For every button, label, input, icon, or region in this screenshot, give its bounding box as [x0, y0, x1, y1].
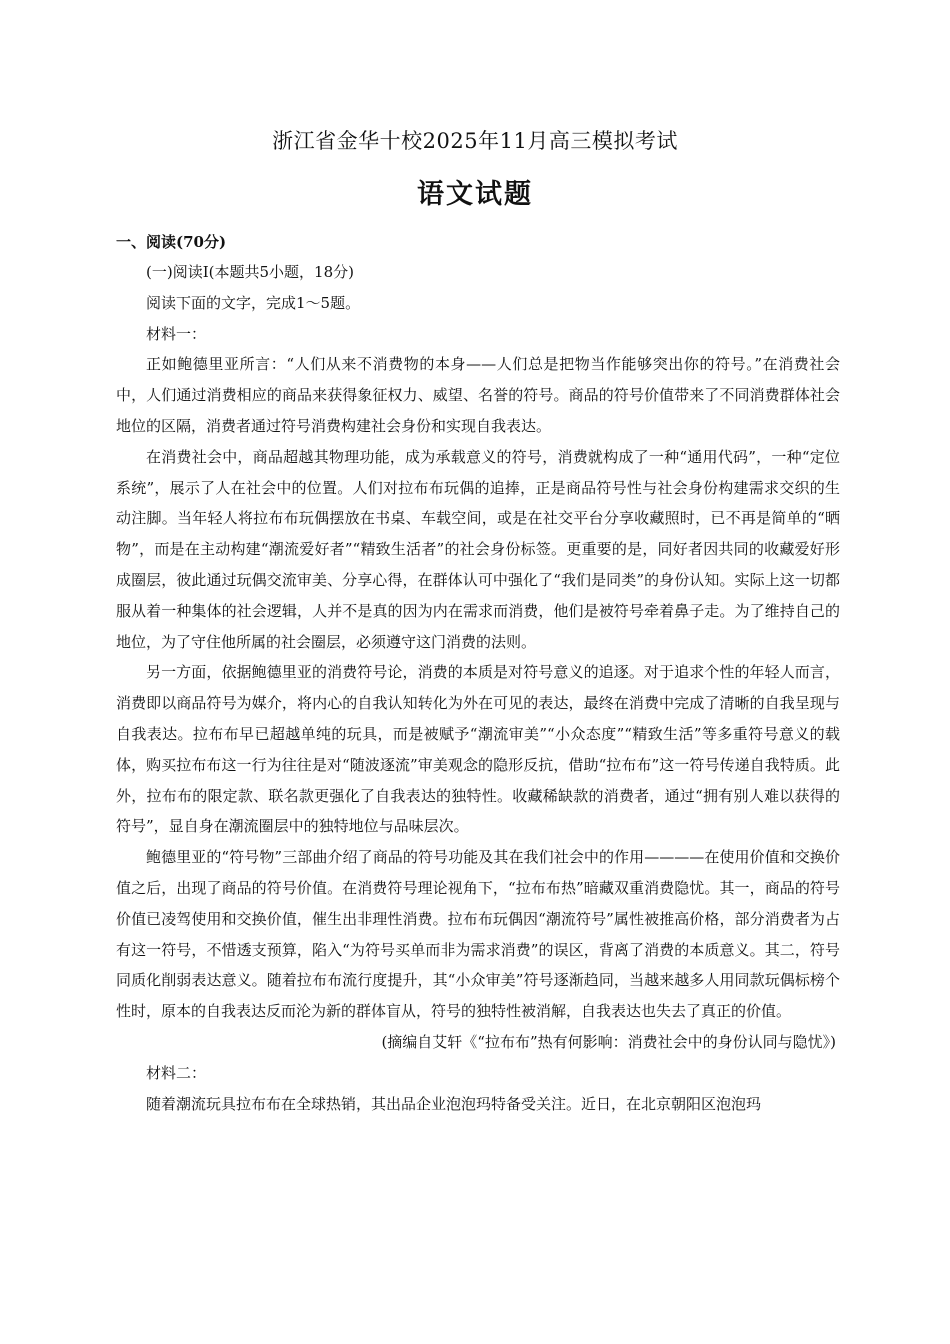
material-one-paragraph-2: 在消费社会中，商品超越其物理功能，成为承载意义的符号，消费就构成了一种“通用代码”，一种“定位系统”，展示了人在社会中的位置。人们对拉布布玩偶的追捧，正是商品符号性与社会身份构建需求交织的生动注脚。当年轻人将拉布布玩偶摆放在书桌、车载空间，或是在社交平台分享收藏照时，已不再是简单的“晒物”，而是在主动构建“潮流爱好者”“精致生活者”的社会身份标签。更重要的是，同好者因共同的收藏爱好形成圈层，彼此通过玩偶交流审美、分享心得，在群体认可中强化了“我们是同类”的身份认知。实际上这一切都服从着一种集体的社会逻辑，人并不是真的因为内在需求而消费，他们是被符号牵着鼻子走。为了维持自己的地位，为了守住他所属的社会圈层，必须遵守这门消费的法则。 — [116, 447, 840, 651]
reading-passage — [116, 257, 840, 1119]
sub-heading: (一)阅读Ⅰ(本题共5小题，18分) — [146, 263, 354, 281]
material-one-label: 材料一： — [146, 324, 207, 343]
instruction-line: 阅读下面的文字，完成1～5题。 — [146, 293, 361, 312]
section-heading: 一、阅读(70分) — [116, 233, 227, 251]
exam-title: 浙江省金华十校2025年11月高三模拟考试 — [272, 129, 678, 153]
material-two-paragraph-1: 随着潮流玩具拉布布在全球热销，其出品企业泡泡玛特备受关注。近日，在北京朝阳区泡泡玛 — [146, 1094, 762, 1113]
material-two-label: 材料二： — [146, 1063, 207, 1082]
subject-title: 语文试题 — [417, 179, 533, 210]
material-one-paragraph-3: 另一方面，依据鲍德里亚的消费符号论，消费的本质是对符号意义的追逐。对于追求个性的年轻人而言，消费即以商品符号为媒介，将内心的自我认知转化为外在可见的表达，最终在消费中完成了清晰的自我呈现与自我表达。拉布布早已超越单纯的玩具，而是被赋予“潮流审美”“小众态度”“精致生活”等多重符号意义的载体，购买拉布布这一行为往往是对“随波逐流”审美观念的隐形反抗，借助“拉布布”这一符号传递自我特质。此外，拉布布的限定款、联名款更强化了自我表达的独特性。收藏稀缺款的消费者，通过“拥有别人难以获得的符号”，显自身在潮流圈层中的独特地位与品味层次。 — [116, 663, 840, 836]
material-one-paragraph-1: 正如鲍德里亚所言：“人们从来不消费物的本身——人们总是把物当作能够突出你的符号。”在消费社会中，人们通过消费相应的商品来获得象征权力、威望、名誉的符号。商品的符号价值带来了不同消费群体社会地位的区隔，消费者通过符号消费构建社会身份和实现自我表达。 — [116, 355, 840, 435]
material-one-paragraph-4: 鲍德里亚的“符号物”三部曲介绍了商品的符号功能及其在我们社会中的作用————在使用价值和交换价值之后，出现了商品的符号价值。在消费符号理论视角下，“拉布布热”暗藏双重消费隐忧。其一，商品的符号价值已凌驾使用和交换价值，催生出非理性消费。拉布布玩偶因“潮流符号”属性被推高价格，部分消费者为占有这一符号，不惜透支预算，陷入“为符号买单而非为需求消费”的误区，背离了消费的本质意义。其二，符号同质化削弱表达意义。随着拉布布流行度提升，其“小众审美”符号逐渐趋同，当越来越多人用同款玩偶标榜个性时，原本的自我表达反而沦为新的群体盲从，符号的独特性被消解，自我表达也失去了真正的价值。 — [116, 848, 840, 1021]
material-one-source: (摘编自艾轩《“拉布布”热有何影响：消费社会中的身份认同与隐忧》) — [381, 1032, 836, 1051]
